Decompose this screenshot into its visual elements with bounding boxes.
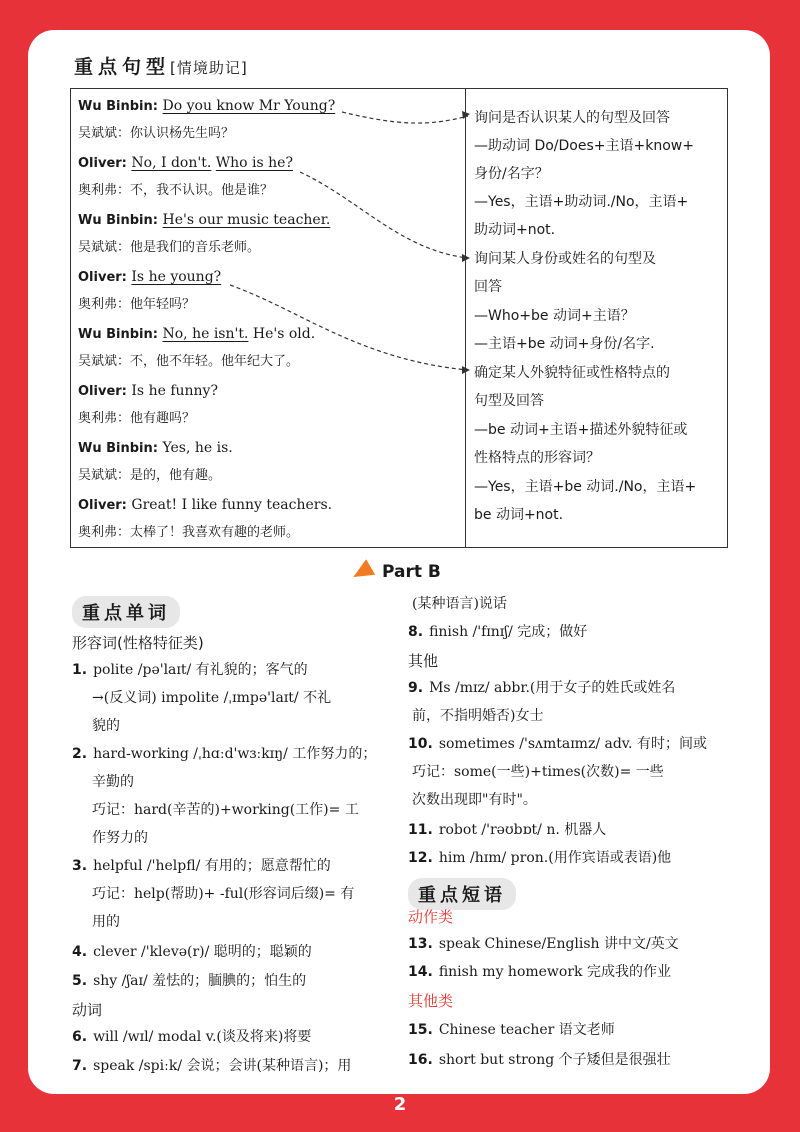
part-b-heading [352, 562, 441, 582]
category-label: 动作类 [408, 908, 454, 926]
word-entry [408, 622, 587, 642]
category-label: 其他类 [408, 992, 454, 1010]
word-entry [408, 962, 671, 982]
dialogue-zh-6: 奥利弗：他有趣吗？ [78, 411, 196, 426]
entry-text: 貌的 [92, 718, 120, 734]
entry-text: shy /ʃaɪ/ 羞怯的；腼腆的；怕生的 [93, 973, 307, 989]
entry-text: 作努力的 [92, 830, 148, 846]
part-b-label: Part B [382, 562, 441, 582]
entry-number: 3. [72, 858, 88, 874]
entry-number: 8. [408, 624, 424, 640]
category-label: 动词 [72, 1001, 103, 1019]
speaker: Wu Binbin [78, 441, 153, 456]
dialogue-en-2: Oliver: No, I don't. Who is he? [78, 155, 293, 171]
entry-number: 16. [408, 1052, 433, 1068]
note-line: 性格特点的形容词？ [474, 450, 600, 466]
word-entry [72, 856, 331, 876]
dialogue-underlined: No, I don't. [131, 155, 212, 171]
dialogue-zh-5: 吴斌斌：不，他不年轻。他年纪大了。 [78, 354, 300, 369]
entry-text: him /hɪm/ pron.(用作宾语或表语)他 [438, 850, 672, 866]
entry-text: 用的 [92, 914, 120, 930]
entry-number: 12. [408, 850, 433, 866]
speaker: Oliver [78, 498, 122, 513]
entry-text: 巧记：hard(辛苦的)+working(工作)= 工 [92, 802, 359, 818]
paper-plane-icon [349, 559, 375, 585]
word-entry [412, 706, 543, 726]
note-line: —Yes，主语+be 动词./No，主语+ [474, 479, 697, 495]
word-entry [72, 942, 312, 962]
entry-text: clever /'klevə(r)/ 聪明的；聪颖的 [93, 944, 312, 960]
word-entry [408, 678, 675, 698]
entry-text: will /wɪl/ modal v.(谈及将来)将要 [93, 1029, 312, 1045]
entry-text: 前，不指明婚否)女士 [412, 708, 544, 724]
page-number: 2 [393, 1094, 407, 1115]
word-entry [92, 688, 331, 708]
entry-number: 14. [408, 964, 433, 980]
entry-number: 7. [72, 1058, 88, 1074]
entry-number: 1. [72, 662, 88, 678]
entry-text: speak Chinese/English 讲中文/英文 [438, 936, 679, 952]
entry-text: helpful /'helpfl/ 有用的；愿意帮忙的 [93, 858, 331, 874]
word-entry [408, 848, 671, 868]
entry-number: 9. [408, 680, 424, 696]
word-entry [408, 820, 606, 840]
entry-text: finish my homework 完成我的作业 [438, 964, 671, 980]
entry-number: 6. [72, 1029, 88, 1045]
entry-number: 10. [408, 736, 433, 752]
entry-text: (某种语言)说话 [412, 596, 507, 612]
section-subtitle: [情境助记] [170, 59, 248, 77]
speaker: Oliver [78, 384, 122, 399]
speaker: Oliver [78, 156, 122, 171]
dialogue-zh-1: 吴斌斌：你认识杨先生吗？ [78, 126, 235, 141]
entry-text: 次数出现即"有时"。 [412, 792, 537, 808]
dialogue-underlined: Is he young? [131, 269, 222, 285]
entry-text: 巧记：some(一些)+times(次数)= 一些 [412, 764, 664, 780]
note-line: 回答 [474, 279, 502, 295]
dialogue-text: Is he funny? [131, 383, 218, 399]
word-entry [92, 716, 120, 736]
dialogue-underlined: No, he isn't. [162, 326, 249, 342]
note-line: be 动词+not. [474, 507, 564, 523]
entry-text: robot /'rəʊbɒt/ n. 机器人 [438, 822, 607, 838]
entry-text: sometimes /'sʌmtaɪmz/ adv. 有时；间或 [438, 736, 707, 752]
dialogue-en-1: Wu Binbin: Do you know Mr Young? [78, 98, 336, 114]
entry-number: 5. [72, 973, 88, 989]
speaker: Oliver [78, 270, 122, 285]
word-entry [412, 790, 537, 810]
note-line: 助动词+not. [474, 222, 556, 238]
note-line: 身份/名字？ [474, 166, 549, 182]
dialogue-underlined: He's our music teacher. [162, 212, 331, 228]
entry-text: Ms /mɪz/ abbr.(用于女子的姓氏或姓名 [429, 680, 676, 696]
dialogue-en-8: Oliver: Great! I like funny teachers. [78, 497, 333, 513]
note-line: 询问是否认识某人的句型及回答 [474, 110, 670, 126]
word-entry [408, 1050, 671, 1070]
word-entry [72, 1056, 351, 1076]
dialogue-text: Yes, he is. [162, 440, 233, 456]
entry-text: Chinese teacher 语文老师 [438, 1022, 615, 1038]
speaker: Wu Binbin [78, 213, 153, 228]
word-entry [72, 744, 376, 764]
words-title: 重点单词 [72, 596, 180, 628]
phrases-title: 重点短语 [408, 878, 516, 910]
note-line: —助动词 Do/Does+主语+know+ [474, 138, 694, 154]
entry-text: 辛勤的 [92, 774, 134, 790]
dialogue-en-7: Wu Binbin: Yes, he is. [78, 440, 233, 456]
word-entry [408, 1020, 615, 1040]
note-line: —Who+be 动词+主语？ [474, 308, 635, 324]
entry-number: 4. [72, 944, 88, 960]
dialogue-zh-4: 奥利弗：他年轻吗？ [78, 297, 196, 312]
word-entry [408, 934, 679, 954]
dialogue-text: He's old. [248, 326, 316, 342]
entry-text: polite /pə'laɪt/ 有礼貌的；客气的 [93, 662, 308, 678]
category-label: 形容词(性格特征类) [72, 634, 204, 652]
speaker: Wu Binbin [78, 99, 153, 114]
entry-number: 2. [72, 746, 88, 762]
dialogue-underlined: Do you know Mr Young? [162, 98, 336, 114]
dialogue-underlined: Who is he? [215, 155, 293, 171]
dialogue-text: Great! I like funny teachers. [131, 497, 333, 513]
section-title-text: 重点句型 [74, 56, 171, 78]
dialogue-en-6: Oliver: Is he funny? [78, 383, 218, 399]
word-entry [72, 1027, 311, 1047]
word-entry [412, 594, 507, 614]
note-line: 询问某人身份或姓名的句型及 [474, 251, 656, 267]
note-line: —主语+be 动词+身份/名字. [474, 336, 655, 352]
word-entry [92, 772, 134, 792]
section-title [74, 52, 248, 79]
entry-text: →(反义词) impolite /ˌɪmpə'laɪt/ 不礼 [92, 690, 332, 706]
word-entry [92, 884, 354, 904]
entry-text: short but strong 个子矮但是很强壮 [438, 1052, 671, 1068]
sentence-box-divider [465, 88, 466, 548]
entry-text: finish /'fɪnɪʃ/ 完成；做好 [429, 624, 588, 640]
word-entry [72, 971, 306, 991]
word-entry [72, 660, 308, 680]
entry-text: speak /spiːk/ 会说；会讲(某种语言)；用 [93, 1058, 352, 1074]
entry-number: 11. [408, 822, 433, 838]
word-entry [412, 762, 664, 782]
note-line: 句型及回答 [474, 393, 544, 409]
speaker: Wu Binbin [78, 327, 153, 342]
dialogue-en-3: Wu Binbin: He's our music teacher. [78, 212, 331, 228]
entry-text: hard-working /ˌhɑːd'wɜːkɪŋ/ 工作努力的； [93, 746, 377, 762]
note-line: 确定某人外貌特征或性格特点的 [474, 365, 670, 381]
entry-number: 15. [408, 1022, 433, 1038]
note-line: —Yes，主语+助动词./No，主语+ [474, 194, 689, 210]
category-label: 其他 [408, 652, 439, 670]
word-entry [92, 912, 120, 932]
dialogue-en-4: Oliver: Is he young? [78, 269, 222, 285]
dialogue-en-5: Wu Binbin: No, he isn't. He's old. [78, 326, 316, 342]
word-entry [408, 734, 707, 754]
word-entry [92, 800, 359, 820]
entry-text: 巧记：help(帮助)+ -ful(形容词后缀)= 有 [92, 886, 355, 902]
dialogue-zh-3: 吴斌斌：他是我们的音乐老师。 [78, 240, 261, 255]
dialogue-zh-2: 奥利弗：不，我不认识。他是谁？ [78, 183, 274, 198]
entry-number: 13. [408, 936, 433, 952]
dialogue-zh-7: 吴斌斌：是的，他有趣。 [78, 468, 222, 483]
dialogue-zh-8: 奥利弗：太棒了！我喜欢有趣的老师。 [78, 525, 300, 540]
note-line: —be 动词+主语+描述外貌特征或 [474, 422, 688, 438]
word-entry [92, 828, 148, 848]
